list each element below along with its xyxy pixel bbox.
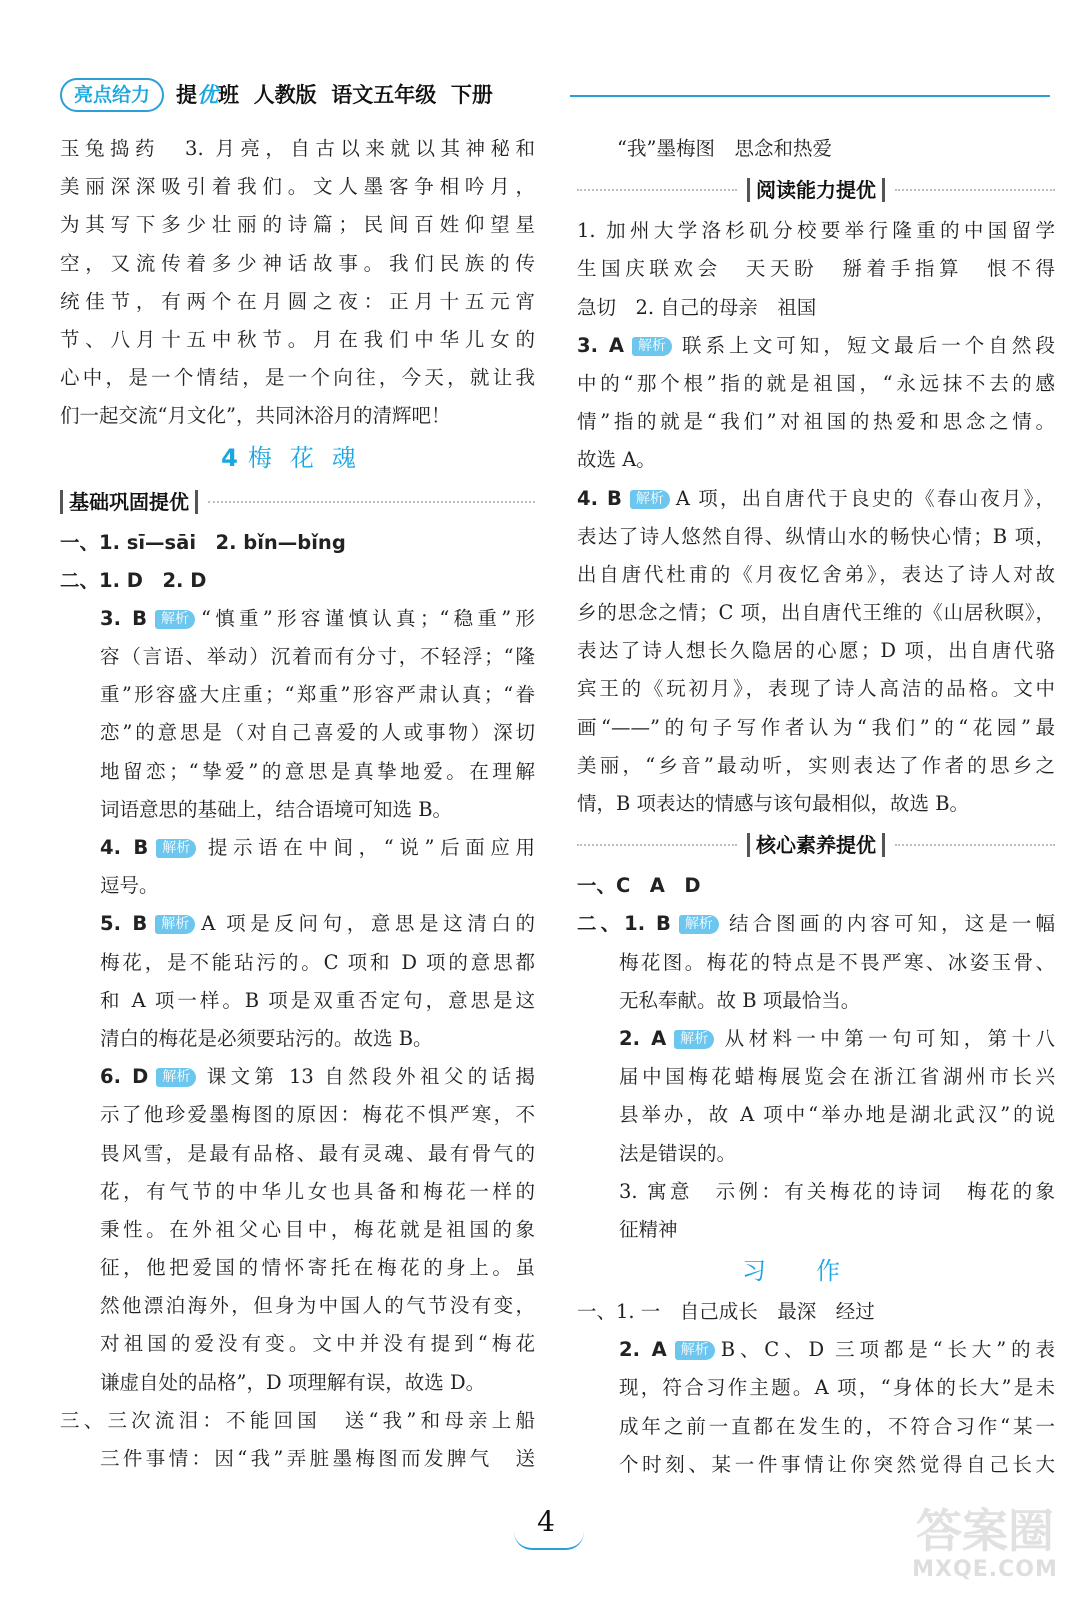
text-line: 美丽深深吸引着我们。文人墨客争相吟月， xyxy=(60,175,535,199)
page-number-text: 4 xyxy=(537,1505,555,1538)
text-line: 对祖国的爱没有变。文中并没有提到“梅花 xyxy=(100,1332,535,1356)
answer-number: 2. A xyxy=(619,1338,667,1362)
section-heading xyxy=(60,480,535,524)
text-line: 恋”的意思是（对自己喜爱的人或事物）深切 xyxy=(100,721,535,745)
text-line: 逗号。 xyxy=(100,874,159,898)
page-header xyxy=(60,78,1050,114)
watermark xyxy=(900,1505,1070,1595)
answer-line: 一、1. 一 自己成长 最深 经过 xyxy=(577,1300,875,1324)
answer-number: 6. D xyxy=(100,1065,149,1089)
text-line: 畏风雪，是最有品格、最有灵魂、最有骨气的 xyxy=(100,1141,535,1165)
section-title: 基础巩固提优 xyxy=(60,490,198,514)
answer-text: 提示语在中间，“说”后面应用 xyxy=(202,836,535,859)
answer-line: 一、C A D xyxy=(577,874,701,898)
text-line: 节、八月十五中秋节。月在我们中华儿女的 xyxy=(60,327,535,351)
text-line: 无私奉献。故 B 项最恰当。 xyxy=(619,988,861,1012)
chapter-heading: 习作 xyxy=(742,1257,890,1286)
page-number-swoosh xyxy=(514,1532,584,1550)
answer-text: 从材料一中第一句可知，第十八 xyxy=(720,1026,1055,1050)
text-line: 重”形容盛大庄重；“郑重”形容严肃认真；“眷 xyxy=(100,683,535,707)
analysis-tag: 解析 xyxy=(156,1068,196,1087)
analysis-tag: 解析 xyxy=(674,1030,714,1049)
answer-number: 4. B xyxy=(100,836,149,859)
text-line: 容（言语、举动）沉着而有分寸，不轻浮；“隆 xyxy=(100,645,535,669)
answer-text: 课文第 13 自然段外祖父的话揭 xyxy=(202,1065,535,1089)
text-line: 们一起交流“月文化”，共同沐浴月的清辉吧！ xyxy=(60,404,451,428)
text-line: 梅花图。梅花的特点是不畏严寒、冰姿玉骨、 xyxy=(619,950,1055,974)
answer-text: 结合图画的内容可知，这是一幅 xyxy=(724,912,1055,936)
answer-number: 3. A xyxy=(577,333,624,357)
text-line: 情，B 项表达的情感与该句最相似，故选 B。 xyxy=(577,792,970,815)
answer-text: A 项是反问句，意思是这清白的 xyxy=(201,912,535,936)
analysis-tag: 解析 xyxy=(156,839,196,858)
text-line: 玉兔捣药 3. 月亮，自古以来就以其神秘和 xyxy=(60,137,535,160)
dotted-rule xyxy=(208,501,535,503)
answer-line xyxy=(577,905,1055,943)
dotted-rule xyxy=(895,189,1055,191)
text-line: 个时刻、某一件事情让你突然觉得自己长大 xyxy=(619,1452,1055,1476)
answer-line xyxy=(60,829,535,867)
answer-line: 二、1. D 2. D xyxy=(60,568,207,592)
answer-number: 2. A xyxy=(619,1026,667,1050)
analysis-tag: 解析 xyxy=(675,1341,715,1360)
text-line: 空，又流传着多少神话故事。我们民族的传 xyxy=(60,251,535,275)
text-line: 届中国梅花蜡梅展览会在浙江省湖州市长兴 xyxy=(619,1065,1055,1089)
text-line: 表达了诗人悠然自得、纵情山水的畅快心情；B 项， xyxy=(577,524,1055,548)
text-line: 地留恋；“挚爱”的意思是真挚地爱。在理解 xyxy=(100,759,535,783)
text-line: 情”指的就是“我们”对祖国的热爱和思念之情。 xyxy=(577,410,1055,434)
text-line: 和 A 项一样。B 项是双重否定句，意思是这 xyxy=(100,988,535,1012)
answer-line xyxy=(60,1058,535,1096)
answer-line xyxy=(577,480,1055,518)
watermark-url: MXQE.COM xyxy=(912,1557,1058,1582)
answer-text: B、C、D 三项都是“长大”的表 xyxy=(720,1338,1055,1362)
text-line: 统佳节，有两个在月圆之夜：正月十五元宵 xyxy=(60,289,535,313)
text-line: 急切 2. 自己的母亲 祖国 xyxy=(577,295,817,319)
answer-text: “慎重”形容谨慎认真；“稳重”形 xyxy=(200,606,535,630)
section-title: 核心素养提优 xyxy=(747,833,885,857)
analysis-tag: 解析 xyxy=(155,610,195,629)
text-line: 中的“那个根”指的就是祖国，“永远抹不去的感 xyxy=(577,371,1055,395)
text-line: 词语意思的基础上，结合语境可知选 B。 xyxy=(100,797,453,821)
text-line: 成年之前一直都在发生的，不符合习作“某一 xyxy=(619,1414,1055,1438)
section-heading xyxy=(577,168,1055,212)
header-rule xyxy=(570,95,1050,97)
chapter-number: 4 xyxy=(221,443,238,472)
analysis-tag: 解析 xyxy=(632,337,672,356)
dotted-rule xyxy=(577,189,737,191)
text-line: 然他漂泊海外，但身为中国人的气节没有变， xyxy=(100,1294,535,1318)
chapter-title: 梅花魂 xyxy=(247,443,374,472)
text-line: 县举办，故 A 项中“举办地是湖北武汉”的说 xyxy=(619,1103,1055,1127)
answer-line xyxy=(577,1331,1055,1369)
text-line: 美丽，“乡音”最动听，实则表达了作者的思乡之 xyxy=(577,753,1055,777)
text-line: 现，符合习作主题。A 项，“身体的长大”是未 xyxy=(619,1376,1055,1400)
text-line: 清白的梅花是必须要玷污的。故选 B。 xyxy=(100,1026,433,1050)
section-title: 阅读能力提优 xyxy=(747,178,885,202)
answer-line: 1. 加州大学洛杉矶分校要举行隆重的中国留学 xyxy=(577,219,1055,243)
text-line: 为其写下多少壮丽的诗篇；民间百姓仰望星 xyxy=(60,213,535,237)
left-column xyxy=(60,130,535,1478)
answer-line xyxy=(577,1020,1055,1058)
text-line: 心中，是一个情结，是一个向往，今天，就让我 xyxy=(60,366,535,390)
answer-text: 联系上文可知，短文最后一个自然段 xyxy=(677,333,1055,357)
text-line: 花，有气节的中华儿女也具备和梅花一样的 xyxy=(100,1179,535,1203)
answer-text: A 项，出自唐代于良史的《春山夜月》， xyxy=(675,486,1055,510)
text-line: 法是错误的。 xyxy=(619,1141,737,1165)
right-column xyxy=(577,130,1055,1484)
book-title xyxy=(176,78,493,112)
chapter-heading xyxy=(60,436,535,480)
analysis-tag: 解析 xyxy=(155,915,195,934)
text-line: 乡的思念之情；C 项，出自唐代王维的《山居秋暝》， xyxy=(577,601,1055,625)
watermark-logo: 答案圈 xyxy=(916,1504,1054,1558)
text-line: “我”墨梅图 思念和热爱 xyxy=(617,137,832,160)
text-line: 故选 A。 xyxy=(577,448,656,472)
answer-line: 一、1. sī—sāi 2. bǐn—bǐng xyxy=(60,530,346,554)
dotted-rule xyxy=(895,844,1055,846)
title-part: 班 人教版 语文五年级 下册 xyxy=(218,83,493,107)
text-line: 生国庆联欢会 天天盼 掰着手指算 恨不得 xyxy=(577,257,1055,281)
text-line: 出自唐代杜甫的《月夜忆舍弟》，表达了诗人对故 xyxy=(577,562,1055,586)
section-heading xyxy=(577,823,1055,867)
answer-number: 3. B xyxy=(100,606,147,630)
text-line: 画“——”的句子写作者认为“我们”的“花园”最 xyxy=(577,715,1055,739)
text-line: 谦虚自处的品格”，D 项理解有误，故选 D。 xyxy=(100,1370,486,1394)
text-line: 示了他珍爱墨梅图的原因：梅花不惧严寒，不 xyxy=(100,1103,535,1127)
text-line: 秉性。在外祖父心目中，梅花就是祖国的象 xyxy=(100,1217,535,1241)
answer-number: 二、1. B xyxy=(577,912,671,936)
dotted-rule xyxy=(577,844,737,846)
page-number xyxy=(500,1502,592,1552)
text-line: 表达了诗人想长久隐居的心愿；D 项，出自唐代骆 xyxy=(577,639,1055,663)
answer-line: 3. 寓意 示例：有关梅花的诗词 梅花的象 xyxy=(619,1179,1055,1203)
answer-line xyxy=(577,327,1055,365)
title-highlight: 优 xyxy=(197,83,218,107)
text-line: 三件事情：因“我”弄脏墨梅图而发脾气 送 xyxy=(100,1447,535,1470)
brand-badge: 亮点给力 xyxy=(60,78,164,112)
answer-line xyxy=(60,905,535,943)
answer-line xyxy=(60,600,535,638)
title-part: 提 xyxy=(176,83,197,107)
text-line: 宾王的《玩初月》，表现了诗人高洁的品格。文中 xyxy=(577,677,1055,701)
analysis-tag: 解析 xyxy=(679,915,719,934)
answer-number: 5. B xyxy=(100,912,148,936)
text-line: 征，他把爱国的情怀寄托在梅花的身上。虽 xyxy=(100,1256,535,1280)
analysis-tag: 解析 xyxy=(630,490,670,509)
answer-line: 三、三次流泪：不能回国 送“我”和母亲上船 xyxy=(60,1408,535,1432)
text-line: 征精神 xyxy=(619,1217,678,1241)
text-line: 梅花，是不能玷污的。C 项和 D 项的意思都 xyxy=(100,950,535,974)
answer-number: 4. B xyxy=(577,486,622,510)
